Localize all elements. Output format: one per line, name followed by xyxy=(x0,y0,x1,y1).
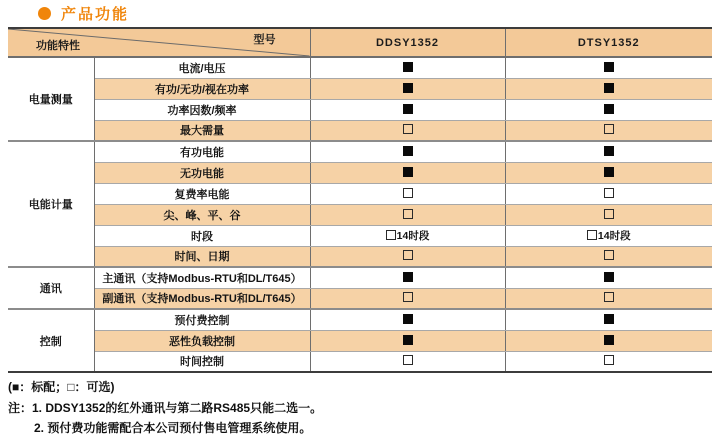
section-title-text: 产品功能 xyxy=(61,6,130,23)
value-cell-dtsy1352 xyxy=(505,225,712,246)
filled-square-icon xyxy=(604,167,614,177)
table-row xyxy=(8,267,712,288)
value-cell-ddsy1352 xyxy=(310,351,505,372)
table-row xyxy=(8,225,712,246)
feature-cell: 功率因数/频率 xyxy=(94,99,310,120)
value-cell-dtsy1352 xyxy=(505,309,712,330)
value-cell-dtsy1352 xyxy=(505,183,712,204)
table-row xyxy=(8,246,712,267)
value-cell-dtsy1352 xyxy=(505,246,712,267)
category-cell: 通讯 xyxy=(8,267,94,309)
header-row xyxy=(8,28,712,57)
feature-cell: 时段 xyxy=(94,225,310,246)
section-title xyxy=(38,3,129,24)
filled-square-icon xyxy=(403,272,413,282)
hollow-square-icon xyxy=(604,188,614,198)
filled-square-icon xyxy=(604,104,614,114)
feature-cell: 尖、峰、平、谷 xyxy=(94,204,310,225)
feature-cell: 时间、日期 xyxy=(94,246,310,267)
feature-cell: 预付费控制 xyxy=(94,309,310,330)
feature-cell: 主通讯（支持Modbus-RTU和DL/T645） xyxy=(94,267,310,288)
category-cell: 电量测量 xyxy=(8,57,94,141)
table-row xyxy=(8,162,712,183)
hollow-square-icon xyxy=(604,292,614,302)
value-cell-dtsy1352 xyxy=(505,267,712,288)
filled-square-icon xyxy=(604,146,614,156)
table-row xyxy=(8,141,712,162)
value-cell-ddsy1352 xyxy=(310,204,505,225)
table-row xyxy=(8,288,712,309)
hollow-square-icon xyxy=(604,124,614,134)
header-model-ddsy1352: DDSY1352 xyxy=(310,28,505,57)
value-cell-ddsy1352 xyxy=(310,78,505,99)
hollow-square-icon xyxy=(403,355,413,365)
bullet-icon xyxy=(38,7,51,20)
value-cell-dtsy1352 xyxy=(505,204,712,225)
filled-square-icon xyxy=(604,62,614,72)
feature-cell: 复费率电能 xyxy=(94,183,310,204)
hollow-square-icon xyxy=(386,230,396,240)
hollow-square-icon xyxy=(403,124,413,134)
feature-cell: 副通讯（支持Modbus-RTU和DL/T645） xyxy=(94,288,310,309)
note-2: 2. 预付费功能需配合本公司预付售电管理系统使用。 xyxy=(34,421,312,435)
hollow-square-icon xyxy=(403,209,413,219)
filled-square-icon xyxy=(403,146,413,156)
value-cell-ddsy1352 xyxy=(310,57,505,78)
value-cell-dtsy1352 xyxy=(505,330,712,351)
table-row xyxy=(8,57,712,78)
filled-square-icon xyxy=(403,335,413,345)
feature-cell: 最大需量 xyxy=(94,120,310,141)
value-cell-dtsy1352 xyxy=(505,351,712,372)
category-cell: 电能计量 xyxy=(8,141,94,267)
value-cell-ddsy1352 xyxy=(310,330,505,351)
feature-cell: 无功电能 xyxy=(94,162,310,183)
filled-square-icon xyxy=(604,272,614,282)
filled-square-icon xyxy=(403,314,413,324)
value-cell-ddsy1352 xyxy=(310,99,505,120)
header-corner-cell xyxy=(8,28,310,57)
value-cell-dtsy1352 xyxy=(505,57,712,78)
filled-square-icon xyxy=(403,62,413,72)
value-cell-dtsy1352 xyxy=(505,78,712,99)
filled-square-icon xyxy=(403,167,413,177)
table-row xyxy=(8,330,712,351)
value-cell-ddsy1352 xyxy=(310,288,505,309)
value-suffix-text: 14时段 xyxy=(396,230,430,242)
filled-square-icon xyxy=(604,335,614,345)
value-cell-ddsy1352 xyxy=(310,141,505,162)
value-cell-dtsy1352 xyxy=(505,99,712,120)
note-1: 注：1. DDSY1352的红外通讯与第二路RS485只能二选一。 xyxy=(8,401,323,415)
feature-cell: 有功电能 xyxy=(94,141,310,162)
value-suffix-text: 14时段 xyxy=(597,230,631,242)
filled-square-icon xyxy=(604,314,614,324)
value-cell-dtsy1352 xyxy=(505,120,712,141)
header-model-dtsy1352: DTSY1352 xyxy=(505,28,712,57)
value-cell-ddsy1352 xyxy=(310,183,505,204)
product-function-table xyxy=(8,27,712,373)
table-row xyxy=(8,78,712,99)
hollow-square-icon xyxy=(403,292,413,302)
table-row xyxy=(8,120,712,141)
category-cell: 控制 xyxy=(8,309,94,372)
value-cell-ddsy1352 xyxy=(310,267,505,288)
hollow-square-icon xyxy=(604,250,614,260)
hollow-square-icon xyxy=(403,188,413,198)
value-cell-ddsy1352 xyxy=(310,120,505,141)
feature-cell: 有功/无功/视在功率 xyxy=(94,78,310,99)
filled-square-icon xyxy=(403,83,413,93)
value-cell-dtsy1352 xyxy=(505,162,712,183)
filled-square-icon xyxy=(604,83,614,93)
value-cell-dtsy1352 xyxy=(505,288,712,309)
header-model-axis-label: 型号 xyxy=(253,34,276,46)
table-row xyxy=(8,183,712,204)
table-row xyxy=(8,309,712,330)
value-cell-ddsy1352 xyxy=(310,162,505,183)
value-cell-ddsy1352 xyxy=(310,225,505,246)
hollow-square-icon xyxy=(604,355,614,365)
hollow-square-icon xyxy=(587,230,597,240)
value-cell-ddsy1352 xyxy=(310,309,505,330)
feature-cell: 电流/电压 xyxy=(94,57,310,78)
hollow-square-icon xyxy=(403,250,413,260)
legend-text: (■：标配；□：可选) xyxy=(8,380,115,394)
hollow-square-icon xyxy=(604,209,614,219)
value-cell-ddsy1352 xyxy=(310,246,505,267)
header-feature-axis-label: 功能特性 xyxy=(36,40,80,52)
table-row xyxy=(8,351,712,372)
table-row xyxy=(8,204,712,225)
filled-square-icon xyxy=(403,104,413,114)
value-cell-dtsy1352 xyxy=(505,141,712,162)
feature-cell: 恶性负载控制 xyxy=(94,330,310,351)
feature-cell: 时间控制 xyxy=(94,351,310,372)
table-row xyxy=(8,99,712,120)
